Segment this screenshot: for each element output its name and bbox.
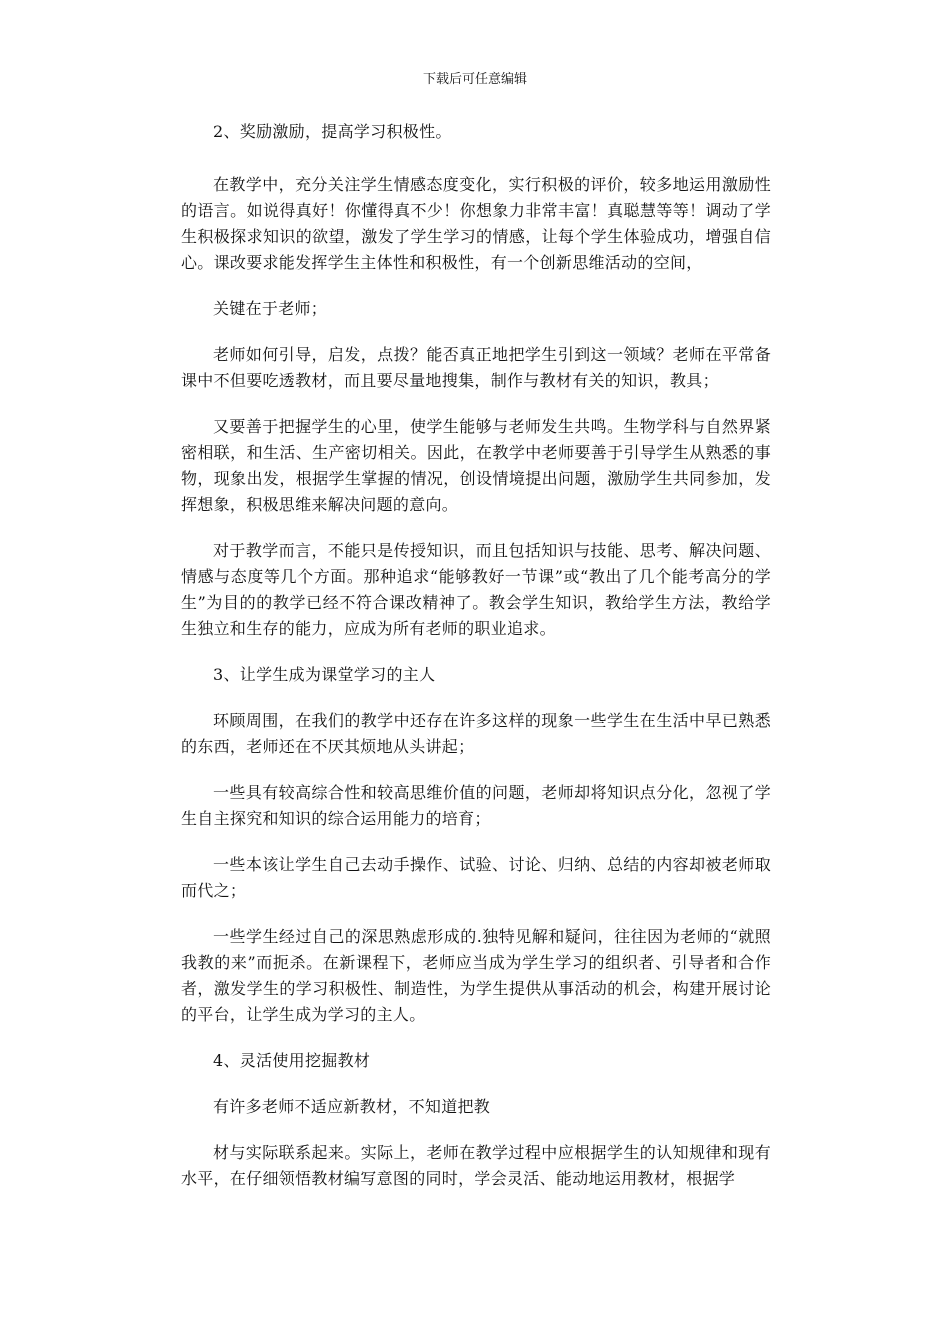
paragraph: 2、奖励激励，提高学习积极性。 — [213, 122, 452, 141]
paragraph: 一些本该让学生自己去动手操作、试验、讨论、归纳、总结的内容却被老师取而代之； — [181, 855, 771, 900]
document-body — [181, 119, 771, 1192]
paragraph: 又要善于把握学生的心里，使学生能够与老师发生共鸣。生物学科与自然界紧密相联，和生活、生产密切相关。因此，在教学中老师要善于引导学生从熟悉的事物，现象出发，根据学生掌握的情况，创设情境提出问题，激励学生共同参加，发挥想象，积极思维来解决问题的意向。 — [181, 417, 771, 514]
paragraph: 一些具有较高综合性和较高思维价值的问题，老师却将知识点分化，忽视了学生自主探究和知识的综合运用能力的培育； — [181, 783, 771, 828]
paragraph: 一些学生经过自己的深思熟虑形成的.独特见解和疑问，往往因为老师的“就照我教的来”而扼杀。在新课程下，老师应当成为学生学习的组织者、引导者和合作者，激发学生的学习积极性、制造性，为学生提供从事活动的机会，构建开展讨论的平台，让学生成为学习的主人。 — [181, 927, 771, 1024]
paragraph: 有许多老师不适应新教材，不知道把教 — [213, 1097, 491, 1116]
paragraph: 材与实际联系起来。实际上，老师在教学过程中应根据学生的认知规律和现有水平，在仔细领悟教材编写意图的同时，学会灵活、能动地运用教材，根据学 — [181, 1143, 771, 1188]
paragraph: 关键在于老师； — [213, 299, 328, 318]
paragraph: 老师如何引导，启发，点拨？能否真正地把学生引到这一领域？老师在平常备课中不但要吃透教材，而且要尽量地搜集，制作与教材有关的知识，教具； — [181, 345, 771, 390]
paragraph: 环顾周围，在我们的教学中还存在许多这样的现象一些学生在生活中早已熟悉的东西，老师还在不厌其烦地从头讲起； — [181, 711, 771, 756]
paragraph: 在教学中，充分关注学生情感态度变化，实行积极的评价，较多地运用激励性的语言。如说得真好！你懂得真不少！你想象力非常丰富！真聪慧等等！调动了学生积极探求知识的欲望，激发了学生学习的情感，让每个学生体验成功，增强自信心。课改要求能发挥学生主体性和积极性，有一个创新思维活动的空间， — [181, 175, 771, 272]
paragraph: 对于教学而言，不能只是传授知识，而且包括知识与技能、思考、解决问题、情感与态度等几个方面。那种追求“能够教好一节课”或“教出了几个能考高分的学生”为目的的教学已经不符合课改精神了。教会学生知识，教给学生方法，教给学生独立和生存的能力，应成为所有老师的职业追求。 — [181, 541, 771, 638]
page-header: 下载后可任意编辑 — [422, 72, 527, 87]
section-heading: 3、让学生成为课堂学习的主人 — [213, 665, 436, 684]
section-heading: 4、灵活使用挖掘教材 — [213, 1051, 371, 1070]
